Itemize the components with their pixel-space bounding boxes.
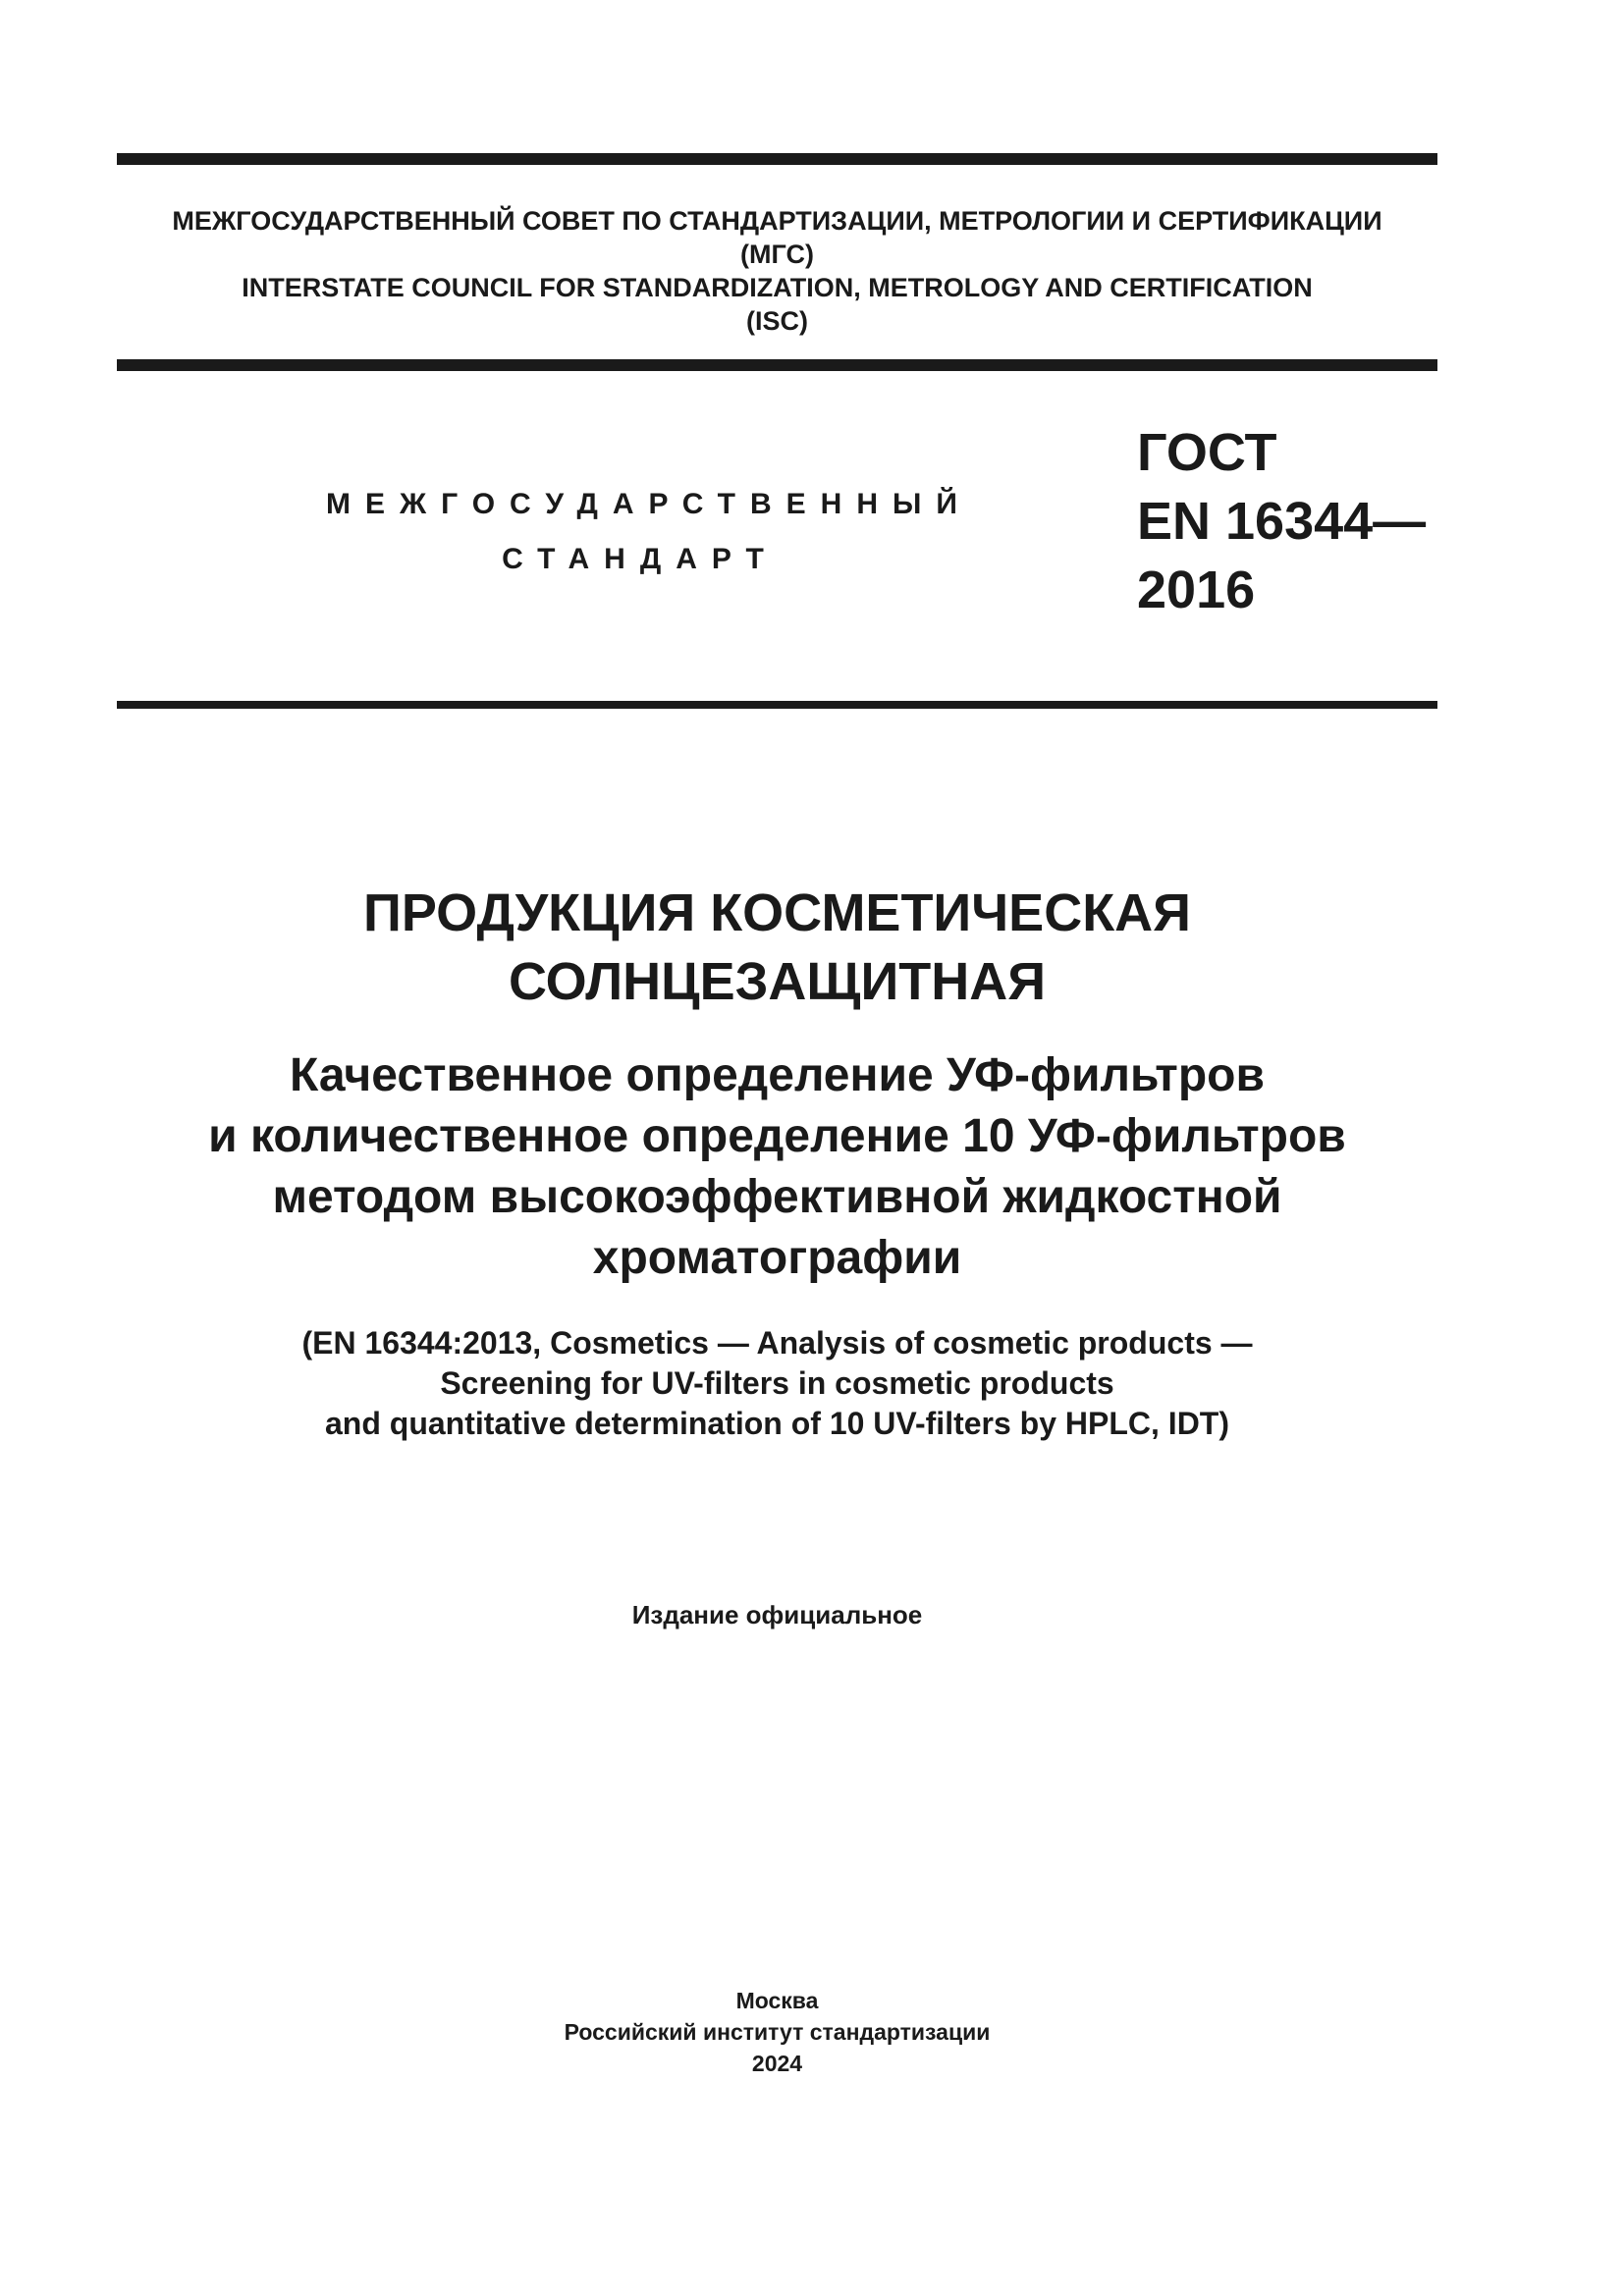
standard-kind-line2: СТАНДАРТ [502,543,779,575]
council-abbr-en: (ISC) [746,306,808,336]
header-rule [117,359,1437,371]
council-abbr-ru: (МГС) [740,240,814,269]
designation-line3: 2016 [1137,561,1256,619]
subtitle-line: и количественное определение 10 УФ-фильтров [208,1110,1346,1162]
designation-rule [117,701,1437,709]
standard-kind-line1: МЕЖГОСУДАРСТВЕННЫЙ [326,488,972,520]
subtitle-line: хроматографии [592,1232,962,1284]
imprint [117,1985,1437,2079]
document-subtitle [117,1045,1437,1289]
edition-label: Издание официальное [631,1600,923,1629]
council-name-ru: МЕЖГОСУДАРСТВЕННЫЙ СОВЕТ ПО СТАНДАРТИЗАЦИИ, МЕТРОЛОГИИ И СЕРТИФИКАЦИИ [172,206,1382,236]
imprint-year: 2024 [751,2051,803,2076]
title-line: СОЛНЦЕЗАЩИТНАЯ [508,952,1047,1011]
english-title-line: and quantitative determination of 10 UV-filters by HPLC, IDT) [325,1406,1229,1441]
designation-line1: ГОСТ [1137,423,1277,482]
designation-line2: EN 16344— [1137,492,1427,551]
subtitle-line: Качественное определение УФ-фильтров [290,1049,1265,1101]
council-name-en: INTERSTATE COUNCIL FOR STANDARDIZATION, METROLOGY AND CERTIFICATION [242,273,1313,302]
standard-kind [326,477,972,587]
top-rule [117,153,1437,165]
english-title-line: (EN 16344:2013, Cosmetics — Analysis of cosmetic products — [301,1325,1253,1361]
document-title [117,879,1437,1016]
imprint-publisher: Российский институт стандартизации [564,2019,991,2045]
standard-designation [1137,418,1426,624]
english-title [117,1323,1437,1444]
council-header [117,204,1437,338]
imprint-city: Москва [735,1988,819,2013]
subtitle-line: методом высокоэффективной жидкостной [272,1171,1282,1223]
english-title-line: Screening for UV-filters in cosmetic products [440,1365,1114,1401]
title-line: ПРОДУКЦИЯ КОСМЕТИЧЕСКАЯ [363,883,1191,942]
